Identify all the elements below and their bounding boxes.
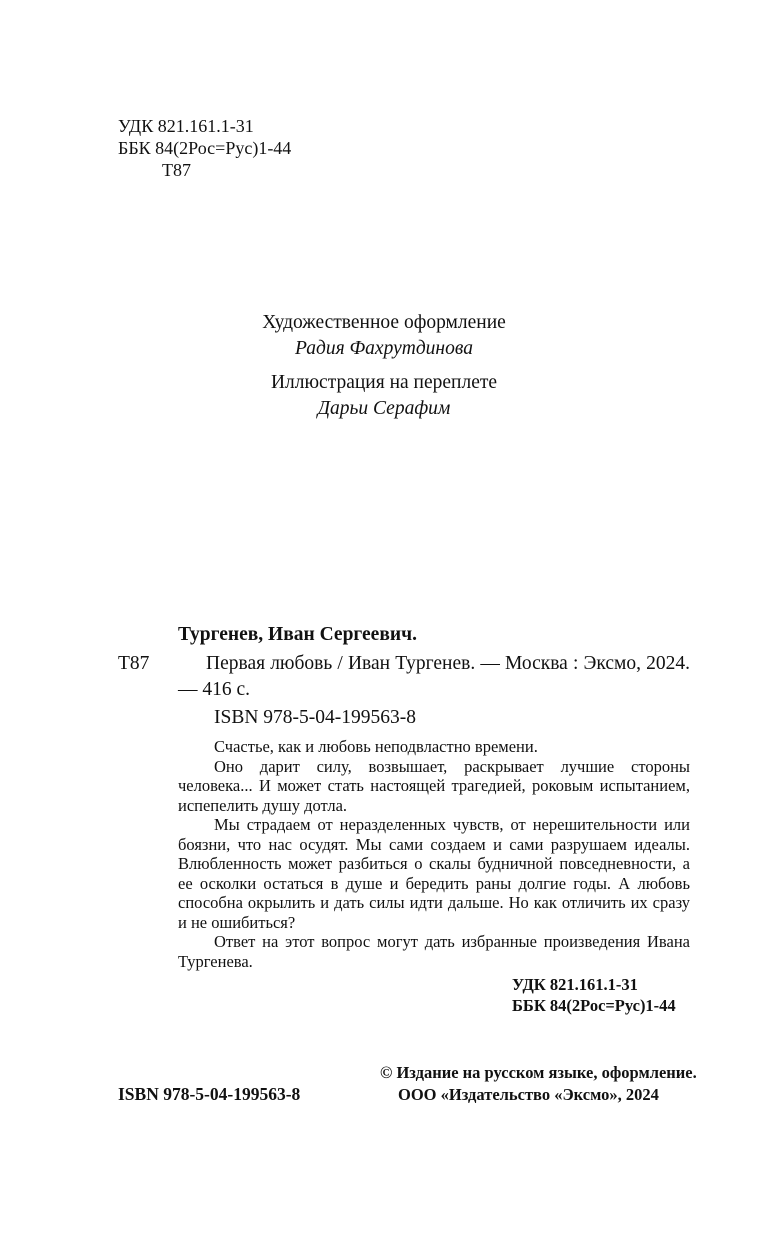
- copyright-line-2: ООО «Издательство «Эксмо», 2024: [398, 1085, 659, 1104]
- author-mark: Т87: [162, 160, 191, 180]
- illustration-credit-name: Дарьи Серафим: [317, 398, 451, 419]
- footer-isbn: ISBN 978-5-04-199563-8: [118, 1084, 301, 1104]
- bbk-code: ББК 84(2Рос=Рус)1-44: [118, 138, 292, 158]
- record-bbk: ББК 84(2Рос=Рус)1-44: [512, 996, 676, 1015]
- annotation-paragraph: Ответ на этот вопрос могут дать избранные произведения Ивана Тургенева.: [178, 932, 690, 971]
- annotation-paragraph: Оно дарит силу, возвышает, раскрывает лучшие стороны человека... И может стать настоящей трагедией, роковым испытанием, испепелить душу дотла.: [178, 756, 690, 815]
- copyright-line-1: © Издание на русском языке, оформление.: [380, 1063, 697, 1082]
- record-title-line: Первая любовь / Иван Тургенев. — Москва : Эксмо, 2024. — 416 с.: [178, 653, 690, 700]
- illustration-credit-role: Иллюстрация на переплете: [270, 372, 498, 393]
- record-annotation: [178, 737, 690, 971]
- design-credit-name: Радия Фахрутдинова: [295, 338, 473, 359]
- record-udk: УДК 821.161.1-31: [512, 975, 638, 994]
- record-author-mark: Т87: [118, 653, 150, 674]
- annotation-paragraph: Мы страдаем от неразделенных чувств, от нерешительности или боязни, что нас осудят. Мы сами создаем и сами разрушаем идеалы. Влюбленность может разбиться о скалы будничной повседневности, а ее осколки остаться в душе и бередить раны долгие годы. А любовь способна окрылить и дать силы идти дальше. Но как отличить их сразу и не ошибиться?: [178, 815, 690, 932]
- record-author: Тургенев, Иван Сергеевич.: [178, 624, 417, 645]
- annotation-paragraph: Счастье, как и любовь неподвластно времени.: [214, 737, 538, 756]
- udk-code: УДК 821.161.1-31: [118, 116, 254, 136]
- record-isbn: ISBN 978-5-04-199563-8: [214, 707, 417, 728]
- design-credit-role: Художественное оформление: [262, 312, 506, 333]
